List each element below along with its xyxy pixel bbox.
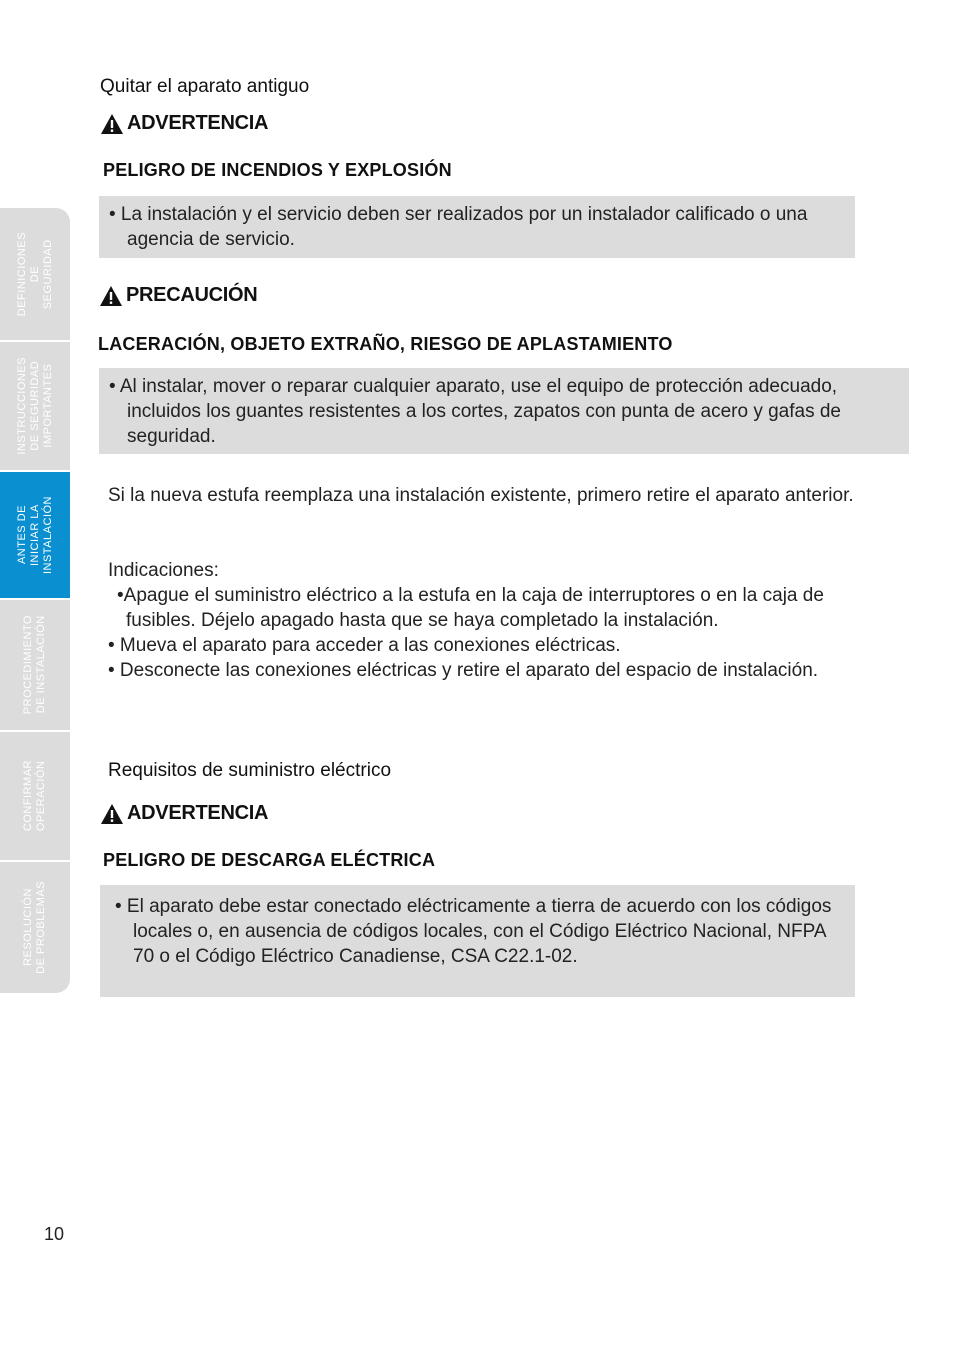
step-2: • Mueva el aparato para acceder a las conexiones eléctricas. — [108, 635, 621, 656]
hazard-laceration: LACERACIÓN, OBJETO EXTRAÑO, RIESGO DE APLASTAMIENTO — [98, 334, 673, 354]
indications-list — [108, 558, 898, 683]
section-title-remove-old: Quitar el aparato antiguo — [100, 76, 310, 97]
tab-procedimiento[interactable]: PROCEDIMIENTO DE INSTALACIÓN — [0, 600, 70, 732]
tab-confirmar[interactable]: CONFIRMAR OPERACIÓN — [0, 732, 70, 862]
indications-label: Indicaciones: — [108, 560, 219, 581]
warning-box-grounding: • El aparato debe estar conectado eléctricamente a tierra de acuerdo con los códigos locales o, en ausencia de códigos locales, con el Código Eléctrico Nacional, NFPA 70 o el Código Eléctrico Canadiense, CSA C22.1-02. — [100, 885, 855, 997]
section-title-electrical: Requisitos de suministro eléctrico — [108, 760, 392, 781]
step-3: • Desconecte las conexiones eléctricas y retire el aparato del espacio de instalación. — [108, 660, 819, 681]
tab-antes-de-iniciar[interactable]: ANTES DE INICIAR LA INSTALACIÓN — [0, 472, 70, 600]
warning-triangle-icon — [100, 803, 124, 825]
step-1: •Apague el suministro eléctrico a la estufa en la caja de interruptores o en la caja de fusibles. Déjelo apagado hasta que se haya completado la instalación. — [117, 585, 824, 631]
intro-paragraph: Si la nueva estufa reemplaza una instalación existente, primero retire el aparato anterior. — [108, 485, 854, 506]
tab-definiciones[interactable]: DEFINICIONES DE SEGURIDAD — [0, 208, 70, 342]
caution-box-protection: • Al instalar, mover o reparar cualquier aparato, use el equipo de protección adecuado, incluidos los guantes resistentes a los cortes, zapatos con punta de acero y gafas de seguridad. — [99, 368, 909, 454]
warning-box-installer: • La instalación y el servicio deben ser realizados por un instalador calificado o una agencia de servicio. — [99, 196, 855, 258]
side-navigation — [0, 208, 70, 993]
tab-instrucciones[interactable]: INSTRUCCIONES DE SEGURIDAD IMPORTANTES — [0, 342, 70, 472]
warning-heading: ADVERTENCIA — [100, 802, 268, 825]
caution-heading: PRECAUCIÓN — [99, 284, 257, 307]
hazard-electric-shock: PELIGRO DE DESCARGA ELÉCTRICA — [103, 850, 436, 870]
tab-resolucion[interactable]: RESOLUCIÓN DE PROBLEMAS — [0, 862, 70, 993]
warning-heading: ADVERTENCIA — [100, 112, 268, 135]
warning-triangle-icon — [99, 285, 123, 307]
warning-triangle-icon — [100, 113, 124, 135]
hazard-fire-explosion: PELIGRO DE INCENDIOS Y EXPLOSIÓN — [103, 160, 452, 180]
page-number: 10 — [44, 1224, 65, 1244]
